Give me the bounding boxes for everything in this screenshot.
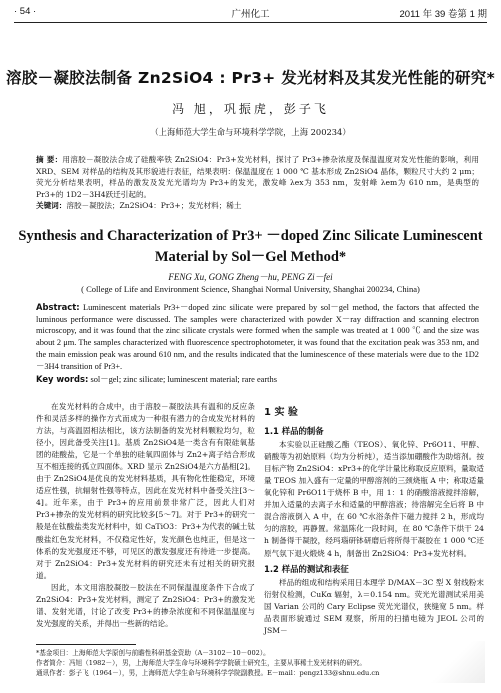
subsection-heading-characterization: 1.2 样品的测试和表征 (264, 563, 349, 574)
footnote-fund: *基金项目：上海师范大学原创与前瞻性科研基金资助（A－3102－10－002）。 (36, 649, 270, 657)
english-keywords (36, 373, 479, 385)
header-rule (14, 22, 487, 23)
english-title-line-1: Synthesis and Characterization of Pr3+ －doped Zinc Silicate Luminescent (18, 228, 483, 244)
intro-paragraph-1: 在发光材料的合成中，由于溶胶－凝胶法具有温和的反应条件和灵活多样的操作方式而成为一种很有潜力的合成发光材料的方法，与高温固相法相比，该方法制备的发光材料颗粒均匀，粒径小，因此备受关注[1]。基质 Zn2SiO4是一类含有有限硅氧基团的硅酸盐，它是一个单独的硅氧四面体与 Zn2+离子结合形成互不相连接的孤立四面体。XRD 显示 Zn2SiO4是六方晶相[2]。由于 Zn2SiO4是优良的发光材料基质，具有物化性能稳定，环境适应性强，抗辐射性强等特点，因此在发光材料中备受关注[3～4]。近年来，由于 Pr3+的应用前景非常广泛，因此人们对 Pr3+掺杂的发光材料的研究比较多[5～7]。对于 Pr3+的研究一般是在钛酸盐类发光材料中，如 CaTiO3：Pr3+为代表的碱土钛酸盐红色发光材料，不仅稳定性好，发光颜色也纯正，但是这一体系的发光强度还不够，可见区的激发强度还有待进一步提高。对于 Zn2SiO4：Pr3+发光材料的研究还未有过相关的研究报道。 (36, 402, 255, 580)
keywords-text: 溶胶－凝胶法；Zn2SiO4：Pr3+；发光材料；稀土 (66, 201, 242, 210)
page-curl-shade (427, 641, 485, 683)
chinese-authors: 冯 旭，巩振虎，彭子飞 (172, 102, 329, 116)
characterization-paragraph: 样品的组成和结构采用日本理学 D/MAX－3C 型 X 射线粉末衍射仪检测，CuKα 辐射，λ＝0.154 nm。荧光光谱测试采用美国 Varian 公司的 Cary Eclipse 荧光光谱仪，狭缝宽 5 nm。样品表面形貌通过 SEM 观察，所用的扫描电镜为 JEOL 公司的 JSM－ (264, 577, 484, 635)
english-abstract (36, 302, 479, 372)
abstract-label: 摘 要： (36, 155, 63, 164)
footnote-author: 作者简介：冯旭（1982－），男，上海师范大学生命与环境科学学院硕士研究生，主要从事稀土发光材料的研究。 (36, 659, 366, 667)
chinese-keywords (36, 200, 479, 212)
footnote-contact: 通讯作者：彭子飞（1964－），男，上海师范大学生命与环境科学学院副教授。E－mail：pengz133@shnu.edu.cn (36, 669, 380, 677)
section-heading-experiment: 1 实 验 (264, 407, 298, 418)
english-title-line-2: Material by Sol－Gel Method* (154, 249, 347, 265)
chinese-title: 溶胶－凝胶法制备 Zn2SiO4 : Pr3+ 发光材料及其发光性能的研究* (5, 69, 496, 87)
english-authors: FENG Xu, GONG Zheng－hu, PENG Zi－fei (168, 272, 333, 282)
page-number: · 54 · (14, 6, 37, 17)
english-title (0, 226, 501, 268)
footnotes (36, 648, 479, 678)
preparation-paragraph: 本实验以正硅酸乙酯（TEOS）、氧化锌、Pr6O11、甲醇、硝酸等为初始原料（均为分析纯），适当添加硼酸作为助熔剂。按目标产物 Zn2SiO4：xPr3+的化学计量比称取反应原料，量取适量 TEOS 加入盛有一定量的甲醇溶剂的三颈烧瓶 A 中；称取适量氧化锌和 Pr6O11于烧杯 B 中，用 1：1 的硝酸溶液搅拌溶解，并加入适量的去离子水和适量的甲醇溶液；待溶解完全后将 B 中混合溶液倒入 A 中，在 60 ℃水浴条件下磁力搅拌 2 h，形成均匀的溶胶，再静置。常温陈化一段时间，在 80 ℃条件下烘干 24 h 制备得干凝胶，经玛瑙研钵研磨后将所得干凝胶在 1 000 ℃还原气氛下退火煅烧 4 h，制备出 Zn2SiO4：Pr3+发光材料。 (264, 440, 484, 558)
abstract-text: 用溶胶－凝胶法合成了硅酸率铁 Zn2SiO4：Pr3+发光材料，探讨了 Pr3+掺杂浓度及保温温度对发光性能的影响，利用 XRD、SEM 对样品的结构及其形貌进行表征，结果表明：保温温度在 1 000 ℃ 基本形成 Zn2SiO4 晶体，颗粒尺寸大约 2 μm；荧光分析结果表明，样品的激发及发光光谱均为 Pr3+的发光，激发峰 λex为 353 nm，发射峰 λem为 610 nm，是典型的 Pr3+的 1D2－3H4跃迁引起的。 (36, 155, 479, 199)
english-affiliation: ( College of Life and Environment Science, Shanghai Normal University, Shanghai 200234, China) (81, 284, 420, 294)
right-column (264, 406, 484, 637)
issue-info: 2011 年 39 卷第 1 期 (399, 9, 487, 20)
running-header (14, 4, 487, 20)
subsection-heading-preparation: 1.1 样品的制备 (264, 426, 324, 437)
chinese-abstract (36, 154, 479, 200)
chinese-affiliation: （上海师范大学生命与环境科学学院，上海 200234） (150, 127, 351, 137)
english-keywords-text: sol－gel; zinc silicate; luminescent material; rare earths (90, 375, 277, 384)
footnote-rule (36, 644, 136, 645)
keywords-label: 关键词： (36, 201, 67, 210)
english-abstract-label: Abstract: (36, 302, 80, 312)
intro-paragraph-2: 因此，本文用溶胶凝胶－胶法在不同保温温度条件下合成了 Zn2SiO4：Pr3+发光材料，测定了 Zn2SiO4：Pr3+的激发光谱、发射光谱，讨论了改变 Pr3+的掺杂浓度和不同保温温度与发光强度的关系，并得出一些新的结论。 (36, 582, 255, 628)
left-column (36, 401, 255, 630)
journal-name: 广州化工 (231, 9, 270, 20)
english-abstract-text: Luminescent materials Pr3+－doped zinc silicate were prepared by sol－gel method, the factors that affected the luminous performance were discussed. The samples were characterized with powder X－ray diffraction and scanning electron microscopy, and it was found that the zinc silicate crystals were formed when the sample was treated at 1 000 ℃ and the size was about 2 μm. The samples characterized with fluorescence spectrophotometer, it was found that the excitation peak was 353 nm, and the main emission peak was around 610 nm, and the results indicated that the luminescence of these materials were due to the 1D2－3H4 transition of Pr3+. (36, 303, 479, 371)
english-keywords-label: Key words: (36, 374, 89, 384)
